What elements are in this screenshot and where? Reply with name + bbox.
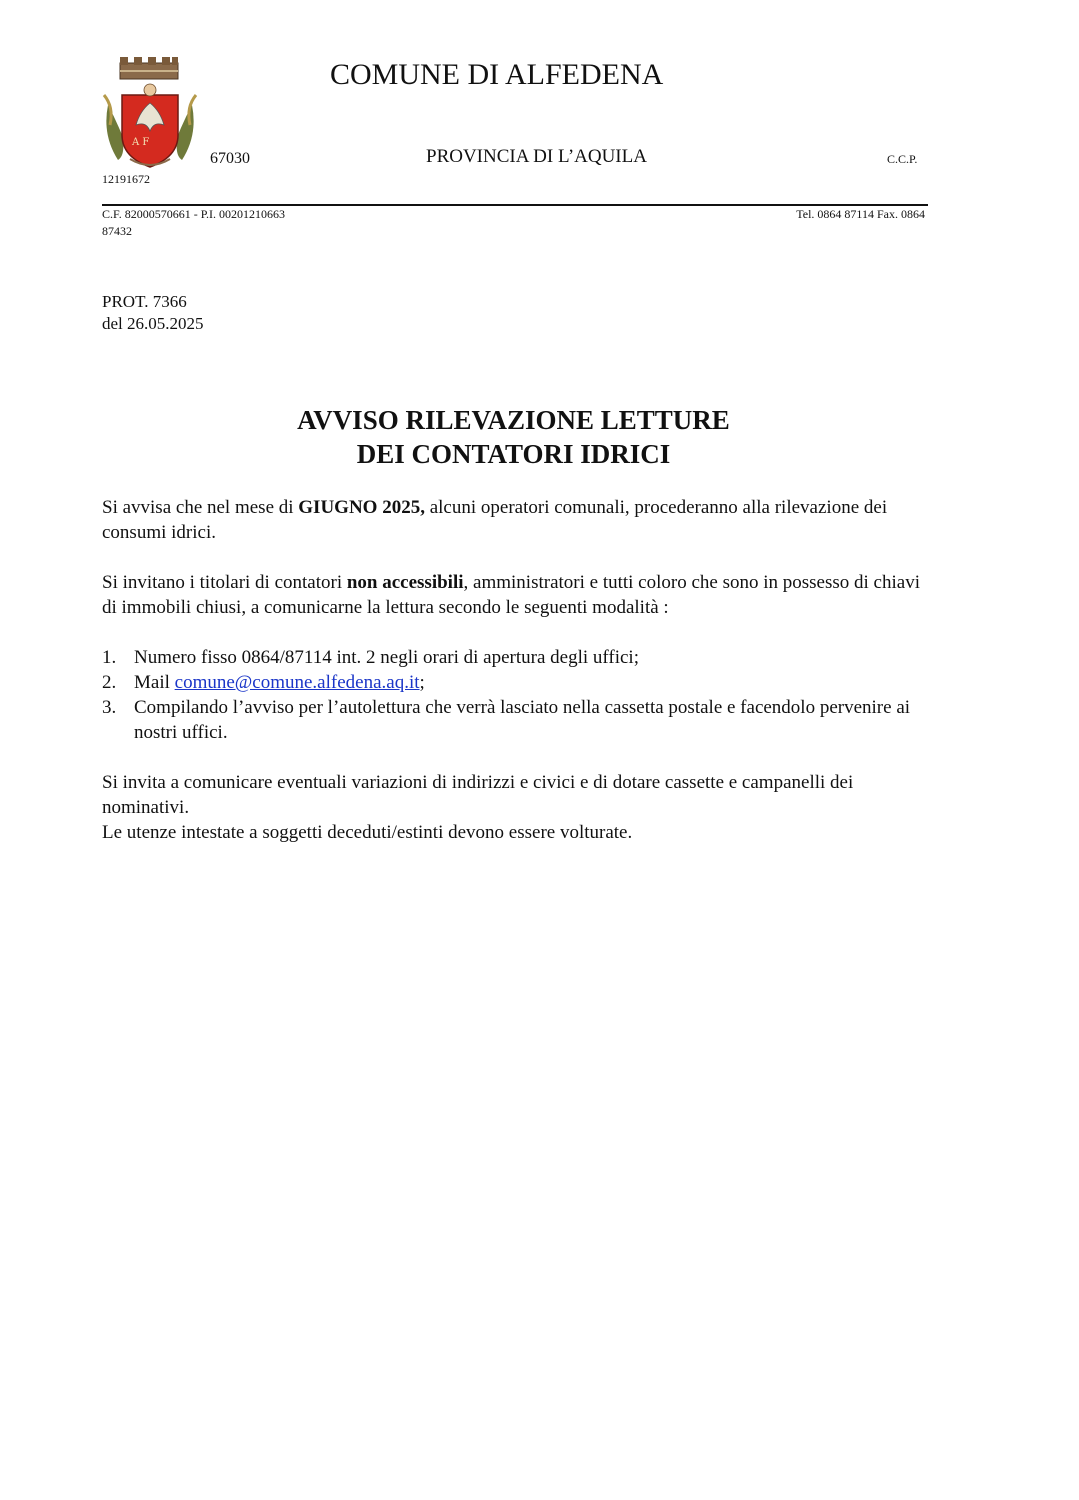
paragraph-variations	[102, 770, 932, 845]
notice-title	[0, 403, 1027, 471]
list-item-prefix: Mail	[134, 672, 175, 693]
p1-text-before: Si avvisa che nel mese di	[102, 497, 299, 518]
list-item	[102, 670, 932, 695]
list-item-number: 1.	[102, 647, 117, 668]
communication-methods-list	[102, 645, 932, 745]
p3-variations-text: Si invita a comunicare eventuali variazioni di indirizzi e civici e di dotare cassette e campanelli dei nominativi.	[102, 772, 854, 818]
municipal-crest-logo	[100, 55, 200, 175]
p3-transfer-text: Le utenze intestate a soggetti deceduti/estinti devono essere volturate.	[102, 822, 633, 843]
header-divider	[102, 204, 928, 206]
list-item-suffix: ;	[419, 672, 425, 693]
ccp-number: 12191672	[102, 172, 150, 186]
p2-text-after: , amministratori e tutti coloro che sono in possesso di chiavi di immobili chiusi, a comunicarne la lettura secondo le seguenti modalità :	[102, 572, 920, 618]
list-item-text: Compilando l’avviso per l’autolettura che verrà lasciato nella cassetta postale e facendolo pervenire ai nostri uffici.	[134, 697, 911, 743]
list-item	[102, 645, 932, 670]
list-item-text: Numero fisso 0864/87114 int. 2 negli orari di apertura degli uffici;	[134, 647, 639, 668]
list-item-number: 3.	[102, 697, 117, 718]
fax-number-tail: 87432	[102, 224, 132, 238]
title-line-2: DEI CONTATORI IDRICI	[356, 439, 671, 469]
email-link[interactable]: comune@comune.alfedena.aq.it	[174, 672, 420, 693]
postcode: 67030	[210, 150, 250, 167]
list-item	[102, 695, 932, 745]
title-line-1: AVVISO RILEVAZIONE LETTURE	[297, 405, 730, 435]
protocol-number: PROT. 7366	[102, 292, 187, 311]
paragraph-invitation	[102, 570, 932, 620]
tax-codes: C.F. 82000570661 - P.I. 00201210663	[102, 207, 286, 221]
p1-month-bold: GIUGNO 2025,	[298, 497, 425, 518]
crest-icon	[100, 55, 200, 175]
crest-monogram: A F	[132, 137, 150, 148]
province-name: PROVINCIA DI L’AQUILA	[426, 146, 647, 167]
ccp-label: C.C.P.	[887, 152, 918, 166]
list-item-number: 2.	[102, 672, 117, 693]
municipality-name: COMUNE DI ALFEDENA	[330, 58, 664, 91]
protocol-date: del 26.05.2025	[102, 314, 204, 333]
p2-non-accessible-bold: non accessibili	[346, 572, 464, 593]
paragraph-reading-month	[102, 495, 932, 545]
p1-text-after: alcuni operatori comunali, procederanno alla rilevazione dei consumi idrici.	[102, 497, 888, 543]
p2-text-before: Si invitano i titolari di contatori	[102, 572, 347, 593]
phone-fax: Tel. 0864 87114 Fax. 0864	[796, 207, 925, 221]
